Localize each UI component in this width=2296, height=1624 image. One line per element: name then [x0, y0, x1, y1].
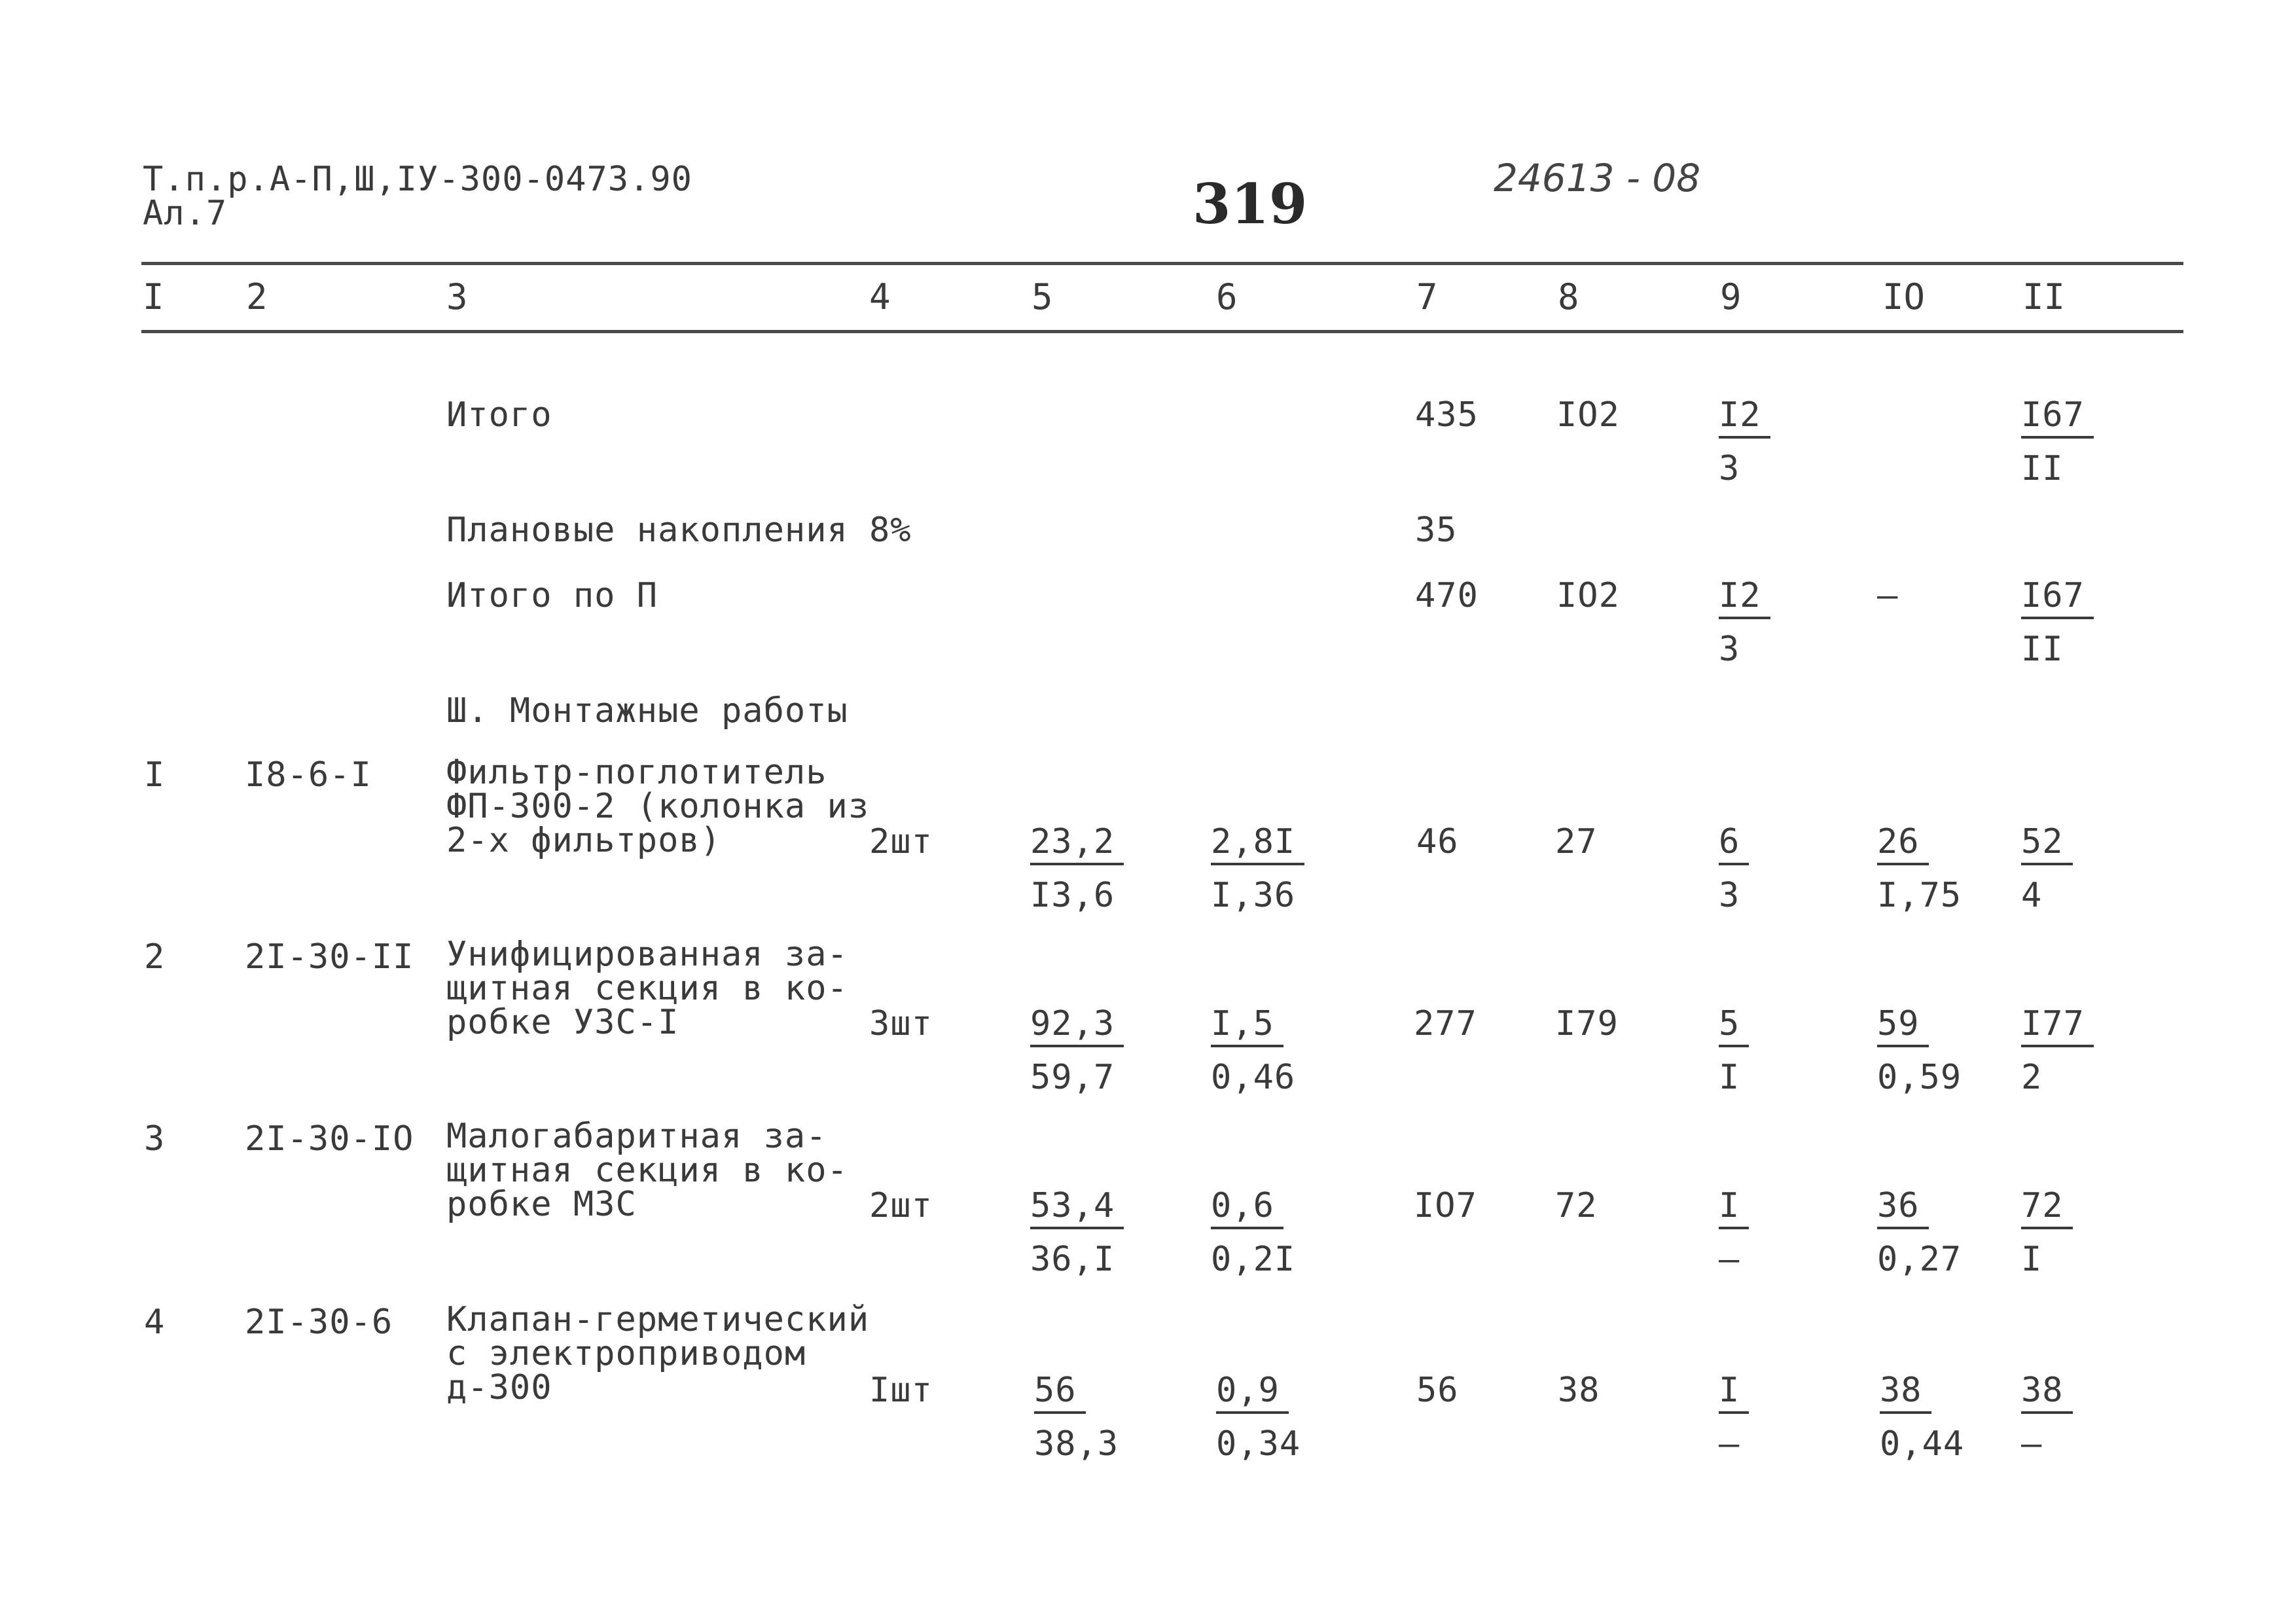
row-4-description — [446, 1300, 870, 1407]
row-4-col11-fraction — [2021, 1371, 2073, 1464]
column-header-1: I — [143, 276, 164, 317]
fraction-denominator: II — [2021, 449, 2064, 488]
fraction-numerator: I2 — [1719, 395, 1770, 439]
row-3-col8: 72 — [1555, 1186, 1598, 1225]
fraction-denominator: – — [2021, 1424, 2043, 1464]
row-4-code: 2I-30-6 — [245, 1303, 393, 1342]
row-3-description — [446, 1117, 848, 1224]
fraction-denominator: 36,I — [1030, 1240, 1115, 1279]
fraction-numerator: 53,4 — [1030, 1186, 1124, 1229]
description-line: Фильтр-поглотитель — [446, 753, 827, 792]
row-2-col7: 277 — [1414, 1004, 1477, 1043]
fraction-denominator: I3,6 — [1030, 876, 1115, 915]
fraction-numerator: I77 — [2021, 1004, 2094, 1047]
fraction-denominator: 4 — [2021, 876, 2043, 915]
itogo-II-col10: – — [1877, 576, 1899, 615]
row-3-col6-fraction — [1211, 1186, 1295, 1279]
fraction-denominator: II — [2021, 630, 2064, 669]
itogo-II-col11-fraction — [2021, 576, 2094, 669]
fraction-numerator: 92,3 — [1030, 1004, 1124, 1047]
fraction-numerator: 59 — [1877, 1004, 1929, 1047]
column-header-6: 6 — [1216, 276, 1238, 317]
row-1-quantity: 2шт — [869, 822, 933, 861]
description-line: ФП-300-2 (колонка из — [446, 787, 870, 826]
fraction-numerator: I67 — [2021, 395, 2094, 439]
fraction-denominator: 0,44 — [1880, 1424, 1965, 1464]
fraction-denominator: 0,2I — [1211, 1240, 1296, 1279]
itogo-II-col7: 470 — [1415, 576, 1479, 615]
itogo-II-label: Итого по П — [446, 576, 658, 615]
fraction-numerator: 38 — [1880, 1371, 1931, 1414]
fraction-denominator: 0,27 — [1877, 1240, 1962, 1279]
description-line: Клапан-герметический — [446, 1300, 870, 1339]
itogo-label: Итого — [446, 395, 552, 435]
column-header-9: 9 — [1720, 276, 1742, 317]
row-4-col7: 56 — [1416, 1371, 1459, 1410]
row-4-col6-fraction — [1216, 1371, 1300, 1464]
itogo-II-col8: IO2 — [1556, 576, 1620, 615]
fraction-numerator: 5 — [1719, 1004, 1749, 1047]
page-number: 319 — [1193, 171, 1308, 236]
section-title: Ш. Монтажные работы — [446, 691, 848, 731]
itogo-col9-fraction — [1719, 395, 1770, 488]
fraction-numerator: I — [1719, 1371, 1749, 1414]
fraction-numerator: I — [1719, 1186, 1749, 1229]
row-3-col10-fraction — [1877, 1186, 1962, 1279]
fraction-denominator: – — [1719, 1424, 1740, 1464]
description-line: 2-х фильтров) — [446, 821, 721, 860]
itogo-col11-fraction — [2021, 395, 2094, 488]
fraction-numerator: I,5 — [1211, 1004, 1283, 1047]
row-4-col9-fraction — [1719, 1371, 1749, 1464]
row-1-col7: 46 — [1416, 822, 1459, 861]
column-header-2: 2 — [246, 276, 268, 317]
itogo-col8: IO2 — [1556, 395, 1620, 435]
row-1-code: I8-6-I — [245, 755, 372, 795]
fraction-numerator: 23,2 — [1030, 822, 1124, 865]
row-4-col5-fraction — [1034, 1371, 1119, 1464]
row-2-col8: I79 — [1555, 1004, 1619, 1043]
header-bottom-rule — [141, 330, 2183, 333]
row-4-col8: 38 — [1558, 1371, 1600, 1410]
fraction-numerator: 0,6 — [1211, 1186, 1283, 1229]
row-2-col11-fraction — [2021, 1004, 2094, 1097]
planned-col7: 35 — [1415, 511, 1458, 550]
fraction-numerator: 56 — [1034, 1371, 1086, 1414]
description-line: щитная секция в ко- — [446, 969, 848, 1008]
row-1-col11-fraction — [2021, 822, 2073, 915]
fraction-denominator: 0,46 — [1211, 1058, 1296, 1097]
fraction-numerator: I2 — [1719, 576, 1770, 619]
sheet-label: Ал.7 — [143, 194, 228, 233]
row-1-col9-fraction — [1719, 822, 1749, 915]
fraction-denominator: 3 — [1719, 876, 1740, 915]
description-line: д-300 — [446, 1368, 552, 1407]
row-2-col9-fraction — [1719, 1004, 1749, 1097]
description-line: робке МЗС — [446, 1185, 637, 1224]
fraction-denominator: 3 — [1719, 630, 1740, 669]
column-header-4: 4 — [869, 276, 891, 317]
fraction-numerator: 36 — [1877, 1186, 1929, 1229]
row-1-number: I — [144, 755, 166, 795]
row-2-description — [446, 935, 848, 1042]
fraction-denominator: 0,34 — [1216, 1424, 1301, 1464]
description-line: щитная секция в ко- — [446, 1151, 848, 1190]
row-3-col7: IO7 — [1414, 1186, 1477, 1225]
fraction-numerator: I67 — [2021, 576, 2094, 619]
fraction-denominator: – — [1719, 1240, 1740, 1279]
fraction-denominator: 38,3 — [1034, 1424, 1119, 1464]
row-2-code: 2I-30-II — [245, 937, 414, 977]
description-line: робке УЗС-I — [446, 1003, 679, 1042]
row-2-number: 2 — [144, 937, 166, 977]
column-header-8: 8 — [1558, 276, 1579, 317]
fraction-numerator: 72 — [2021, 1186, 2073, 1229]
fraction-denominator: I,36 — [1211, 876, 1296, 915]
row-1-col8: 27 — [1555, 822, 1598, 861]
fraction-denominator: I — [2021, 1240, 2043, 1279]
fraction-denominator: I — [1719, 1058, 1740, 1097]
fraction-numerator: 0,9 — [1216, 1371, 1289, 1414]
row-4-number: 4 — [144, 1303, 166, 1342]
fraction-numerator: 38 — [2021, 1371, 2073, 1414]
row-3-number: 3 — [144, 1119, 166, 1159]
description-line: Малогабаритная за- — [446, 1117, 827, 1156]
document-code: Т.п.р.А-П,Ш,IУ-300-0473.90 — [143, 160, 692, 199]
fraction-denominator: 59,7 — [1030, 1058, 1115, 1097]
fraction-denominator: 2 — [2021, 1058, 2043, 1097]
row-1-col6-fraction — [1211, 822, 1304, 915]
handwritten-code: 24613 - 08 — [1494, 156, 1701, 200]
row-1-col10-fraction — [1877, 822, 1962, 915]
row-3-quantity: 2шт — [869, 1186, 933, 1225]
fraction-numerator: 2,8I — [1211, 822, 1304, 865]
fraction-denominator: 3 — [1719, 449, 1740, 488]
column-header-10: IO — [1882, 276, 1926, 317]
column-header-5: 5 — [1031, 276, 1053, 317]
row-2-col5-fraction — [1030, 1004, 1124, 1097]
row-2-col6-fraction — [1211, 1004, 1295, 1097]
row-2-quantity: 3шт — [869, 1004, 933, 1043]
row-3-col11-fraction — [2021, 1186, 2073, 1279]
row-1-description — [446, 753, 870, 860]
description-line: Унифицированная за- — [446, 935, 848, 974]
row-3-col5-fraction — [1030, 1186, 1124, 1279]
fraction-numerator: 26 — [1877, 822, 1929, 865]
column-header-7: 7 — [1416, 276, 1438, 317]
column-header-3: 3 — [446, 276, 468, 317]
row-3-code: 2I-30-IO — [245, 1119, 414, 1159]
itogo-II-col9-fraction — [1719, 576, 1770, 669]
fraction-denominator: I,75 — [1877, 876, 1962, 915]
itogo-col7: 435 — [1415, 395, 1479, 435]
row-4-quantity: Iшт — [869, 1371, 933, 1410]
fraction-numerator: 52 — [2021, 822, 2073, 865]
row-4-col10-fraction — [1880, 1371, 1964, 1464]
planned-percent: 8% — [869, 511, 912, 550]
row-3-col9-fraction — [1719, 1186, 1749, 1279]
planned-label: Плановые накопления — [446, 511, 848, 550]
row-1-col5-fraction — [1030, 822, 1124, 915]
fraction-numerator: 6 — [1719, 822, 1749, 865]
column-header-11: II — [2022, 276, 2066, 317]
fraction-denominator: 0,59 — [1877, 1058, 1962, 1097]
row-2-col10-fraction — [1877, 1004, 1962, 1097]
header-top-rule — [141, 262, 2183, 265]
description-line: с электроприводом — [446, 1334, 806, 1373]
